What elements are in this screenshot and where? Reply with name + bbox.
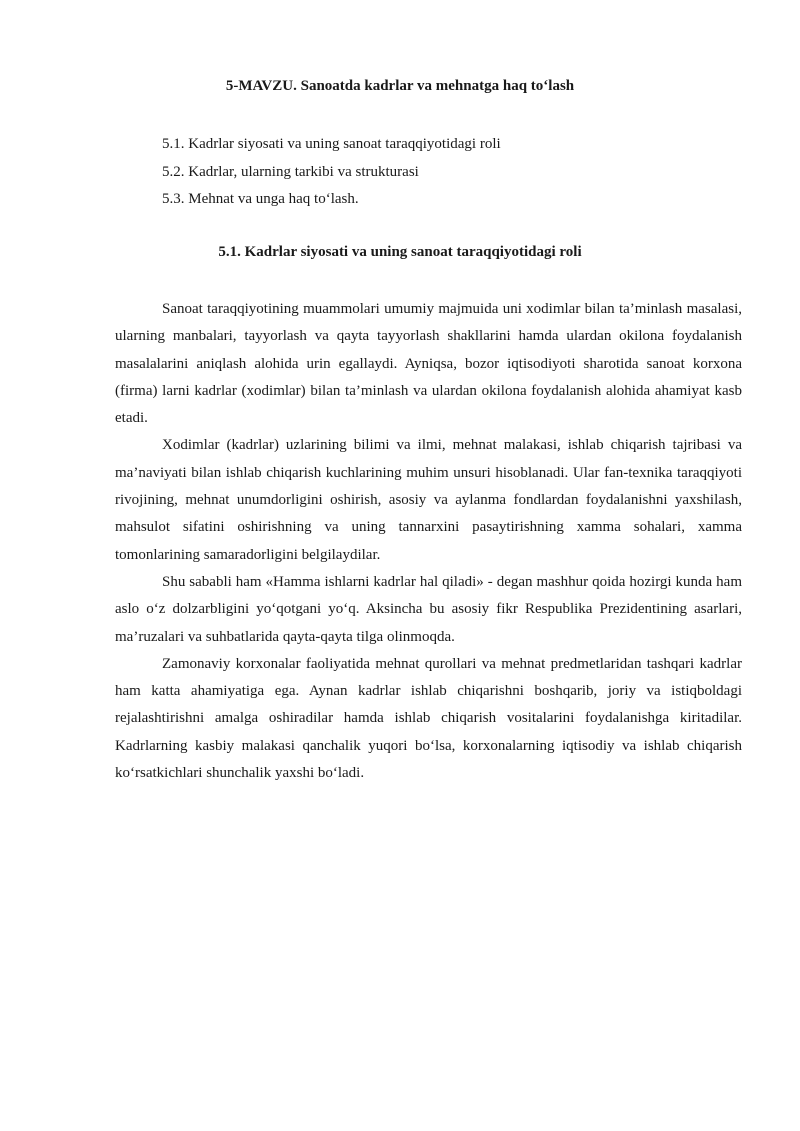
page-title: 5-MAVZU. Sanoatda kadrlar va mehnatga haq to‘lash [225, 78, 575, 94]
toc-item: 5.3. Mehnat va unga haq to‘lash. [162, 191, 359, 207]
toc-item: 5.2. Kadrlar, ularning tarkibi va strukturasi [162, 163, 419, 180]
toc-item: 5.1. Kadrlar siyosati va uning sanoat taraqqiyotidagi roli [162, 136, 501, 152]
paragraph: Shu sababli ham «Hamma ishlarni kadrlar hal qiladi» - degan mashhur qoida hozirgi kunda ham aslo o‘z dolzarbligini yo‘qotgani yo‘q. Aksincha bu asosiy fikr Respublika Prezidentining asarlari, ma’ruzalari va suhbatlarida qayta-qayta tilga olinmoqda. [115, 573, 742, 645]
paragraph: Xodimlar (kadrlar) uzlarining bilimi va ilmi, mehnat malakasi, ishlab chiqarish tajribasi va ma’naviyati bilan ishlab chiqarish kuchlarining muhim unsuri hisoblanadi. Ular fan-texnika taraqqiyoti rivojining, mehnat unumdorligini oshirish, asosiy va aylanma fondlardan foydalanishni yaxshilash, mahsulot sifatini oshirishning va uning tannarxini pasaytirishning xamma sohalari, xamma tomonlarining samaradorligini belgilaydilar. [115, 437, 742, 563]
paragraph: Zamonaviy korxonalar faoliyatida mehnat qurollari va mehnat predmetlaridan tashqari kadrlar ham katta ahamiyatiga ega. Aynan kadrlar ishlab chiqarishni boshqarib, joriy va istiqboldagi rejalashtirishni amalga oshiradilar hamda ishlab chiqarish vositalarini foydalanishga kiritadilar. Kadrlarning kasbiy malakasi qanchalik yuqori bo‘lsa, korxonalarning iqtisodiy va ishlab chiqarish ko‘rsatkichlari shunchalik yaxshi bo‘ladi. [115, 655, 742, 782]
paragraph: Sanoat taraqqiyotining muammolari umumiy majmuida uni xodimlar bilan ta’minlash masalasi, ularning manbalari, tayyorlash va qayta tayyorlash shakllarini hamda ulardan okilona foydalanish masalalarini aniqlash alohida urin egallaydi. Ayniqsa, bozor iqtisodiyoti sharotida sanoat korxona (firma) larni kadrlar (xodimlar) bilan ta’minlash va ulardan okilona foydalanish alohida ahamiyat kasb etadi. [115, 301, 742, 427]
table-of-contents [162, 131, 501, 214]
section-heading: 5.1. Kadrlar siyosati va uning sanoat taraqqiyotidagi roli [218, 244, 582, 260]
body-text [115, 296, 742, 787]
